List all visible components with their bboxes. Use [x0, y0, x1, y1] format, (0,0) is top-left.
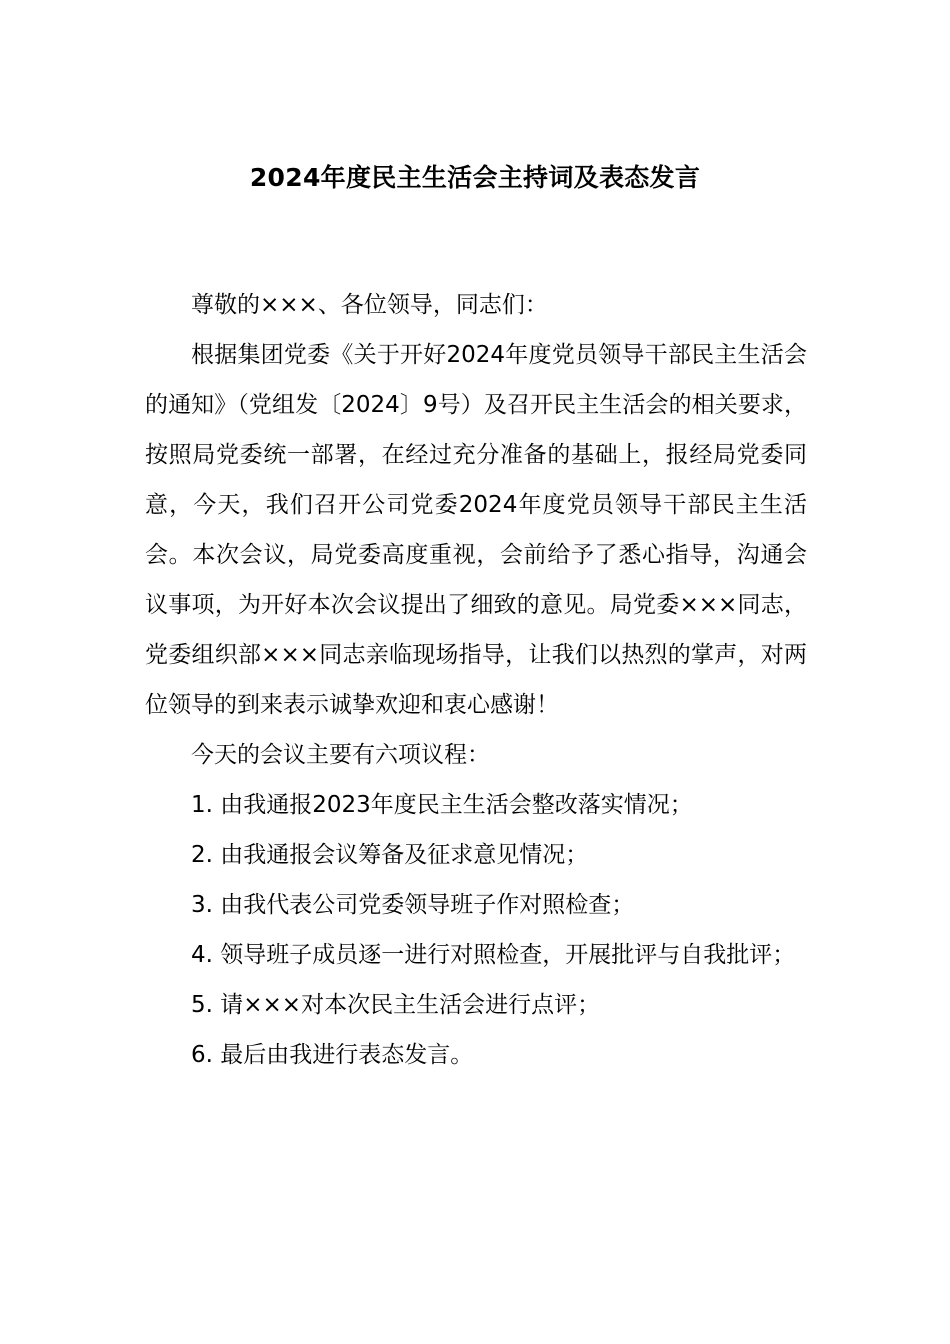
agenda-item-4: 4. 领导班子成员逐一进行对照检查，开展批评与自我批评；: [191, 942, 796, 968]
document-title: 2024年度民主生活会主持词及表态发言: [249, 163, 701, 192]
intro-paragraph: 根据集团党委《关于开好2024年度党员领导干部民主生活会的通知》（党组发〔2024〕9号）及召开民主生活会的相关要求，按照局党委统一部署，在经过充分准备的基础上，报经局党委同意，今天，我们召开公司党委2024年度党员领导干部民主生活会。本次会议，局党委高度重视，会前给予了悉心指导，沟通会议事项，为开好本次会议提出了细致的意见。局党委×××同志，党委组织部×××同志亲临现场指导，让我们以热烈的掌声，对两位领导的到来表示诚挚欢迎和衷心感谢！: [145, 342, 807, 718]
greeting-paragraph: 尊敬的×××、各位领导，同志们：: [191, 292, 548, 318]
agenda-item-5: 5. 请×××对本次民主生活会进行点评；: [191, 992, 601, 1018]
agenda-item-3: 3. 由我代表公司党委领导班子作对照检查；: [191, 892, 635, 918]
agenda-item-1: 1. 由我通报2023年度民主生活会整改落实情况；: [191, 792, 693, 818]
agenda-item-2: 2. 由我通报会议筹备及征求意见情况；: [191, 842, 589, 868]
agenda-item-6: 6. 最后由我进行表态发言。: [191, 1042, 474, 1068]
document-body: [145, 280, 807, 1080]
agenda-intro-paragraph: 今天的会议主要有六项议程：: [191, 742, 490, 768]
